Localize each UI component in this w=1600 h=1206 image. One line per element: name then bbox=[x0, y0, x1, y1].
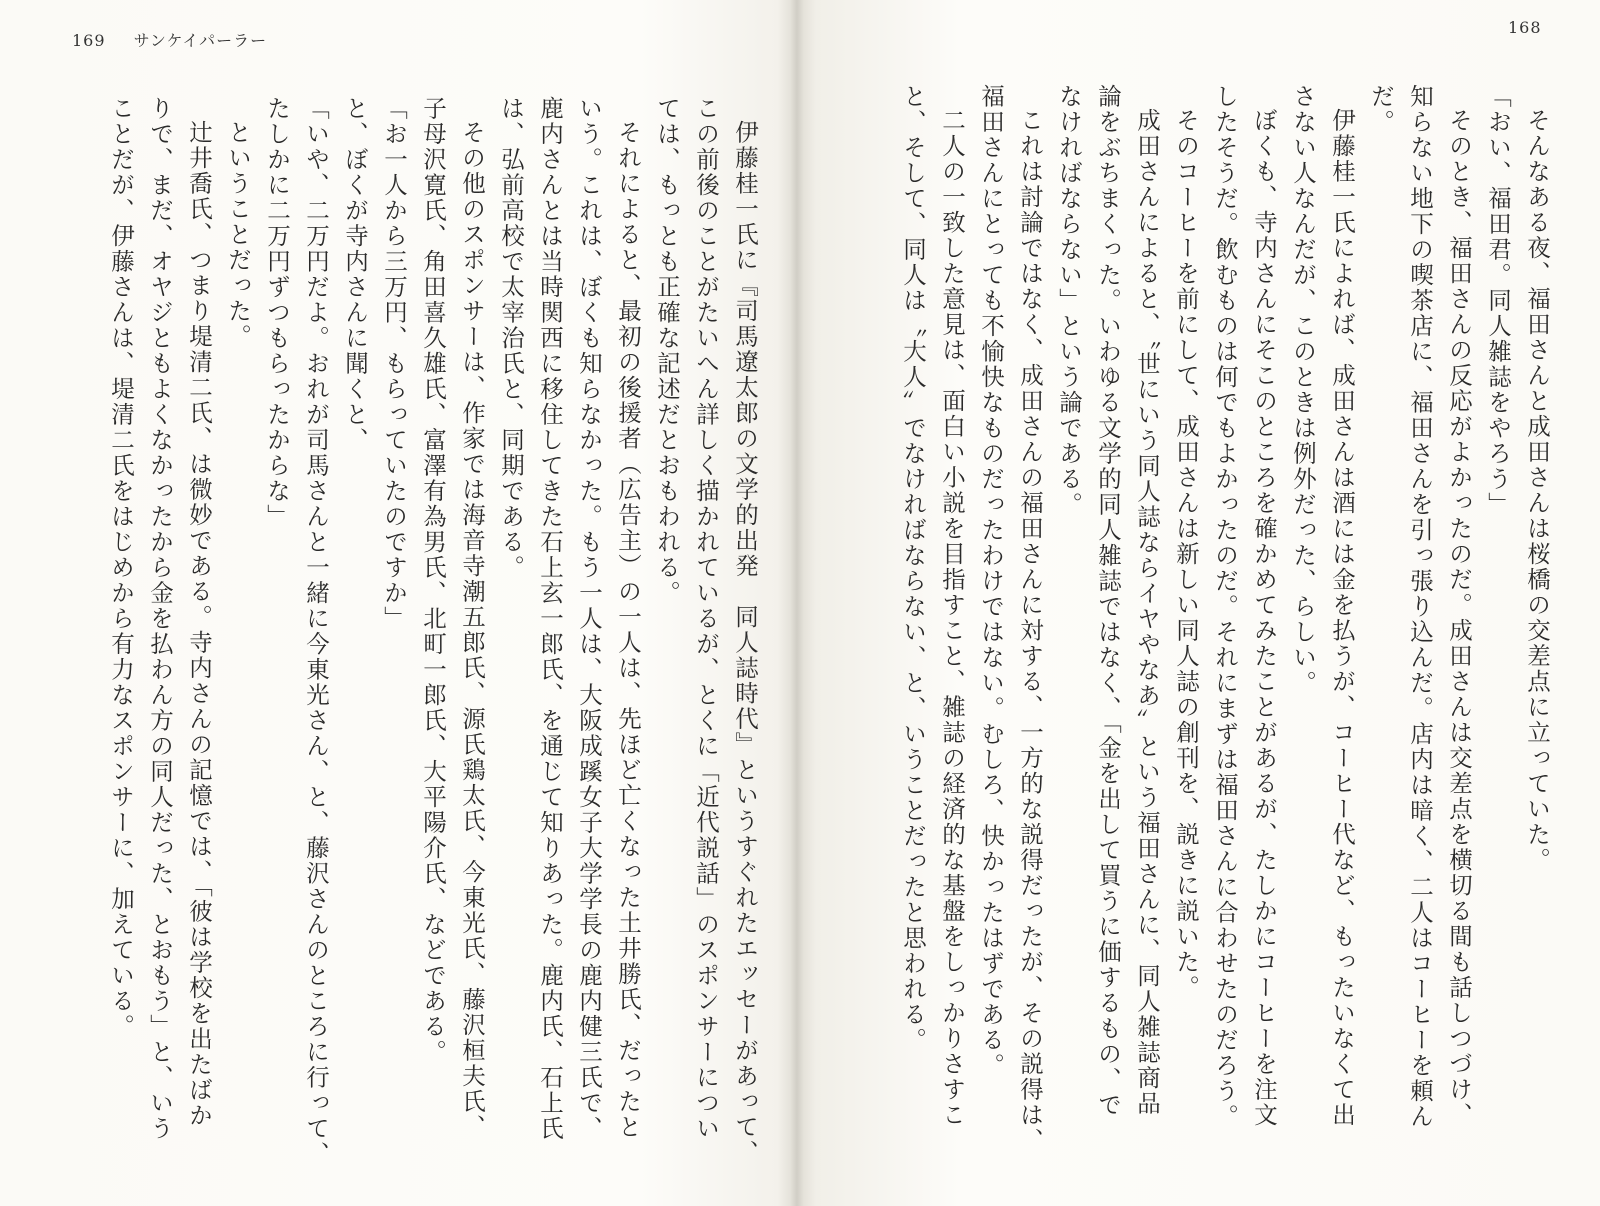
right-page-header bbox=[1508, 18, 1542, 37]
book-gutter bbox=[790, 0, 804, 1206]
left-page-text-line: 「お一人から三万円、もらっていたのですか」 bbox=[380, 96, 408, 632]
right-page-text-line: そのとき、福田さんの反応がよかったのだ。成田さんは交差点を横切る間も話しつづけ、 bbox=[1445, 107, 1473, 1128]
left-page-text-line: ということだった。 bbox=[224, 119, 252, 349]
left-page-text-line: ことだが、伊藤さんは、堤清二氏をはじめから有力なスポンサーに、加えている。 bbox=[107, 96, 135, 1040]
right-page-text-line: そんなある夜、福田さんと成田さんは桜橋の交差点に立っていた。 bbox=[1523, 107, 1551, 873]
right-page-text-line: 福田さんにとっても不愉快なものだったわけではない。むしろ、快かったはずである。 bbox=[977, 84, 1005, 1079]
right-page-text-line: ぼくも、寺内さんにそこのところを確かめてみたことがあるが、たしかにコーヒーを注文 bbox=[1250, 107, 1278, 1128]
right-page-text-line: そのコーヒーを前にして、成田さんは新しい同人誌の創刊を、説きに説いた。 bbox=[1172, 107, 1200, 1000]
right-page-text-line: なければならない」という論である。 bbox=[1055, 84, 1083, 518]
left-page-text-line: は、弘前高校で太宰治氏と、同期である。 bbox=[497, 96, 525, 581]
right-page-text-line: したそうだ。飲むものは何でもよかったのだ。それにまずは福田さんに合わせたのだろう。 bbox=[1211, 84, 1239, 1130]
left-page-number: 169 bbox=[72, 31, 106, 50]
right-page-text-line: 知らない地下の喫茶店に、福田さんを引っ張り込んだ。店内は暗く、二人はコーヒーを頼ん bbox=[1406, 84, 1434, 1130]
left-page-text-line: と、ぼくが寺内さんに聞くと、 bbox=[341, 96, 369, 453]
left-page-text-line: 鹿内さんとは当時関西に移住してきた石上玄一郎氏、を通じて知りあった。鹿内氏、石上氏 bbox=[536, 96, 564, 1142]
right-page-text-line: だ。 bbox=[1367, 84, 1395, 135]
right-page-text-line: 成田さんによると、〝世にいう同人誌ならイヤやなあ〟という福田さんに、同人雑誌商品 bbox=[1133, 107, 1161, 1116]
left-page-text-line: 子母沢寛氏、角田喜久雄氏、富澤有為男氏、北町一郎氏、大平陽介氏、などである。 bbox=[419, 96, 447, 1065]
left-page-text-line: 「いや、二万円だよ。おれが司馬さんと一緒に今東光さん、と、藤沢さんのところに行って、 bbox=[302, 96, 330, 1167]
left-page-text-line: この前後のことがたいへん詳しく描かれているが、とくに「近代説話」のスポンサーについ bbox=[692, 96, 720, 1142]
left-page-text-line: りで、まだ、オヤジともよくなかったから金を払わん方の同人だった、とおもう」と、いう bbox=[146, 96, 174, 1142]
left-page-text-line: たしかに二万円ずつもらったからな」 bbox=[263, 96, 291, 530]
right-page-text-line: 伊藤桂一氏によれば、成田さんは酒には金を払うが、コーヒー代など、もったいなくて出 bbox=[1328, 107, 1356, 1128]
left-page-text-line: いう。これは、ぼくも知らなかった。もう一人は、大阪成蹊女子大学学長の鹿内健三氏で、 bbox=[575, 96, 603, 1142]
left-page-text-line: その他のスポンサーは、作家では海音寺潮五郎氏、源氏鶏太氏、今東光氏、藤沢桓夫氏、 bbox=[458, 119, 486, 1140]
running-title: サンケイパーラー bbox=[133, 31, 268, 50]
right-page-text-line: これは討論ではなく、成田さんの福田さんに対する、一方的な説得だったが、その説得は、 bbox=[1016, 107, 1044, 1153]
left-page-text-line: それによると、最初の後援者（広告主）の一人は、先ほど亡くなった土井勝氏、だったと bbox=[614, 119, 642, 1140]
left-page-header bbox=[72, 28, 267, 51]
left-page-text-line: ては、もっとも正確な記述だとおもわれる。 bbox=[653, 96, 681, 606]
right-page-text-line: 論をぶちまくった。いわゆる文学的同人雑誌ではなく、「金を出して買うに価するもの、で bbox=[1094, 84, 1122, 1118]
right-page-text-line: 二人の一致した意見は、面白い小説を目指すこと、雑誌の経済的な基盤をしっかりさすこ bbox=[938, 107, 966, 1128]
right-page-text-line: さない人なんだが、このときは例外だった、らしい。 bbox=[1289, 84, 1317, 696]
left-page-text-line: 辻井喬氏、つまり堤清二氏、は微妙である。寺内さんの記憶では、「彼は学校を出たばか bbox=[185, 119, 213, 1128]
left-page-text bbox=[101, 96, 764, 1167]
left-page-text-line: 伊藤桂一氏に『司馬遼太郎の文学的出発 同人誌時代』というすぐれたエッセーがあって、 bbox=[731, 119, 759, 1165]
right-page-text-line: 「おい、福田君。同人雑誌をやろう」 bbox=[1484, 84, 1512, 518]
right-page-text-line: と、そして、同人は〝大人〟でなければならない、と、いうことだったと思われる。 bbox=[899, 84, 927, 1053]
right-page-text bbox=[893, 84, 1556, 1164]
right-page-number: 168 bbox=[1508, 18, 1542, 37]
